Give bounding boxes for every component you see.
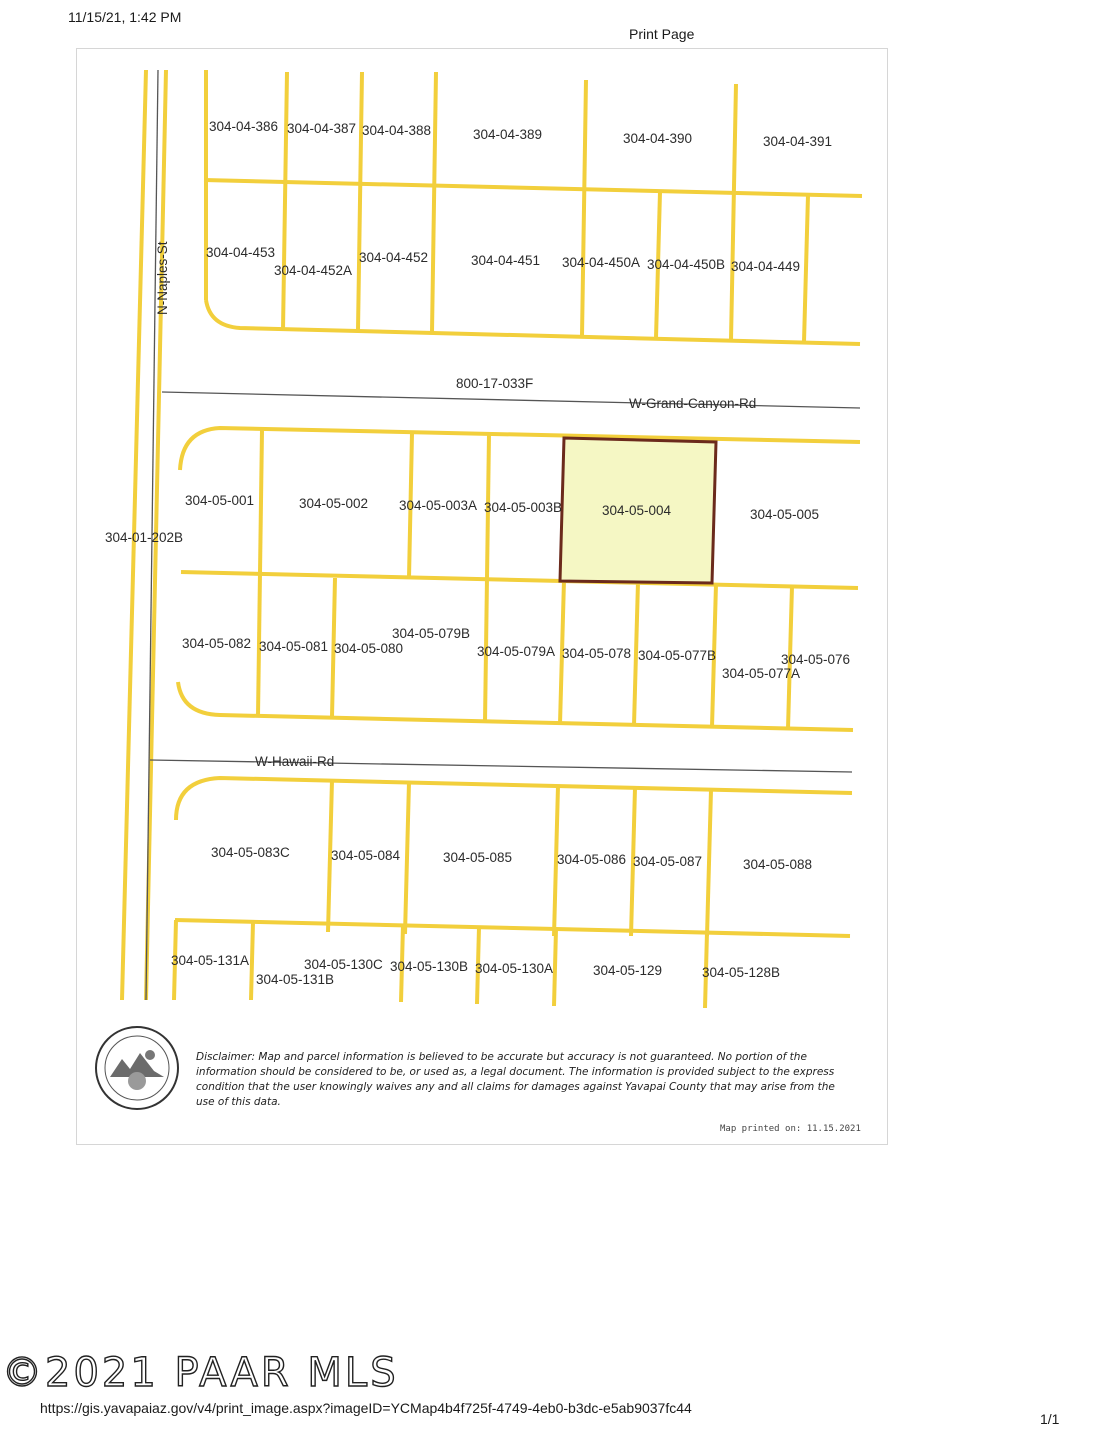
parcel-label[interactable]: 304-05-130B bbox=[390, 959, 469, 974]
parcel-label[interactable]: 304-04-390 bbox=[623, 131, 693, 146]
parcel-label[interactable]: 304-04-449 bbox=[731, 259, 801, 274]
parcel-label[interactable]: 304-05-088 bbox=[743, 857, 813, 872]
parcel-label[interactable]: 304-05-005 bbox=[750, 507, 820, 522]
parcel-label[interactable]: 304-04-387 bbox=[287, 121, 357, 136]
parcel-label[interactable]: 304-05-078 bbox=[562, 646, 632, 661]
yavapai-county-seal-icon bbox=[94, 1025, 180, 1111]
parcel-label[interactable]: 304-05-131A bbox=[171, 953, 250, 968]
road-label-naples: N-Naples-St bbox=[155, 241, 170, 315]
parcel-label[interactable]: 304-04-388 bbox=[362, 123, 432, 138]
page-number: 1/1 bbox=[1040, 1411, 1060, 1427]
source-url[interactable]: https://gis.yavapaiaz.gov/v4/print_image.aspx?imageID=YCMap4b4f725f-4749-4eb0-b3dc-e5ab9037fc44 bbox=[40, 1400, 692, 1416]
parcel-label[interactable]: 304-05-080 bbox=[334, 641, 404, 656]
parcel-label[interactable]: 304-05-131B bbox=[256, 972, 335, 987]
parcel-label[interactable]: 304-05-128B bbox=[702, 965, 781, 980]
parcel-label[interactable]: 304-05-081 bbox=[259, 639, 329, 654]
parcel-label[interactable]: 304-04-453 bbox=[206, 245, 276, 260]
parcel-label[interactable]: 304-05-002 bbox=[299, 496, 369, 511]
parcel-label[interactable]: 304-05-076 bbox=[781, 652, 851, 667]
parcel-label[interactable]: 304-05-082 bbox=[182, 636, 252, 651]
parcel-label[interactable]: 304-05-079B bbox=[392, 626, 471, 641]
parcel-label-highlighted[interactable]: 304-05-004 bbox=[602, 503, 672, 518]
parcel-label[interactable]: 304-05-003A bbox=[399, 498, 478, 513]
parcel-label[interactable]: 304-04-386 bbox=[209, 119, 279, 134]
parcel-label[interactable]: 304-05-079A bbox=[477, 644, 556, 659]
parcel-label[interactable]: 304-04-451 bbox=[471, 253, 541, 268]
road-label-grand-canyon: W-Grand-Canyon-Rd bbox=[629, 396, 757, 411]
parcel-label[interactable]: 304-05-130A bbox=[475, 961, 554, 976]
print-date: 11/15/21, 1:42 PM bbox=[68, 9, 182, 25]
parcel-label[interactable]: 304-05-003B bbox=[484, 500, 563, 515]
parcel-label[interactable]: 304-05-087 bbox=[633, 854, 703, 869]
parcel-label[interactable]: 304-05-083C bbox=[211, 845, 290, 860]
parcel-label[interactable]: 304-05-077B bbox=[638, 648, 717, 663]
road-label-hawaii: W-Hawaii-Rd bbox=[255, 754, 335, 769]
parcel-label[interactable]: 304-05-086 bbox=[557, 852, 627, 867]
parcel-label[interactable]: 304-01-202B bbox=[105, 530, 184, 545]
parcel-label[interactable]: 304-04-452A bbox=[274, 263, 353, 278]
mls-watermark: ©2021 PAAR MLS bbox=[2, 1350, 399, 1396]
parcel-label[interactable]: 304-05-001 bbox=[185, 493, 255, 508]
parcel-label[interactable]: 304-05-077A bbox=[722, 666, 801, 681]
parcel-label[interactable]: 304-04-450B bbox=[647, 257, 726, 272]
parcel-label[interactable]: 304-05-085 bbox=[443, 850, 513, 865]
parcel-label[interactable]: 304-05-130C bbox=[304, 957, 383, 972]
page-title: Print Page bbox=[629, 26, 695, 42]
parcel-label[interactable]: 304-05-129 bbox=[593, 963, 663, 978]
parcel-label[interactable]: 304-04-452 bbox=[359, 250, 429, 265]
parcel-label[interactable]: 304-04-391 bbox=[763, 134, 833, 149]
parcel-label[interactable]: 304-04-450A bbox=[562, 255, 641, 270]
parcel-label[interactable]: 304-04-389 bbox=[473, 127, 543, 142]
disclaimer-text: Disclaimer: Map and parcel information is believed to be accurate but accuracy is not guaranteed. No portion of the information should be considered to be, or used as, a legal document. The information is provided subject to the express condition that the user knowingly waives any and all claims for damages against Yavapai County that may arise from the use of this data. bbox=[196, 1051, 835, 1108]
road-parcel-label: 800-17-033F bbox=[456, 376, 534, 391]
map-printed-date: Map printed on: 11.15.2021 bbox=[720, 1124, 861, 1134]
parcel-label[interactable]: 304-05-084 bbox=[331, 848, 401, 863]
